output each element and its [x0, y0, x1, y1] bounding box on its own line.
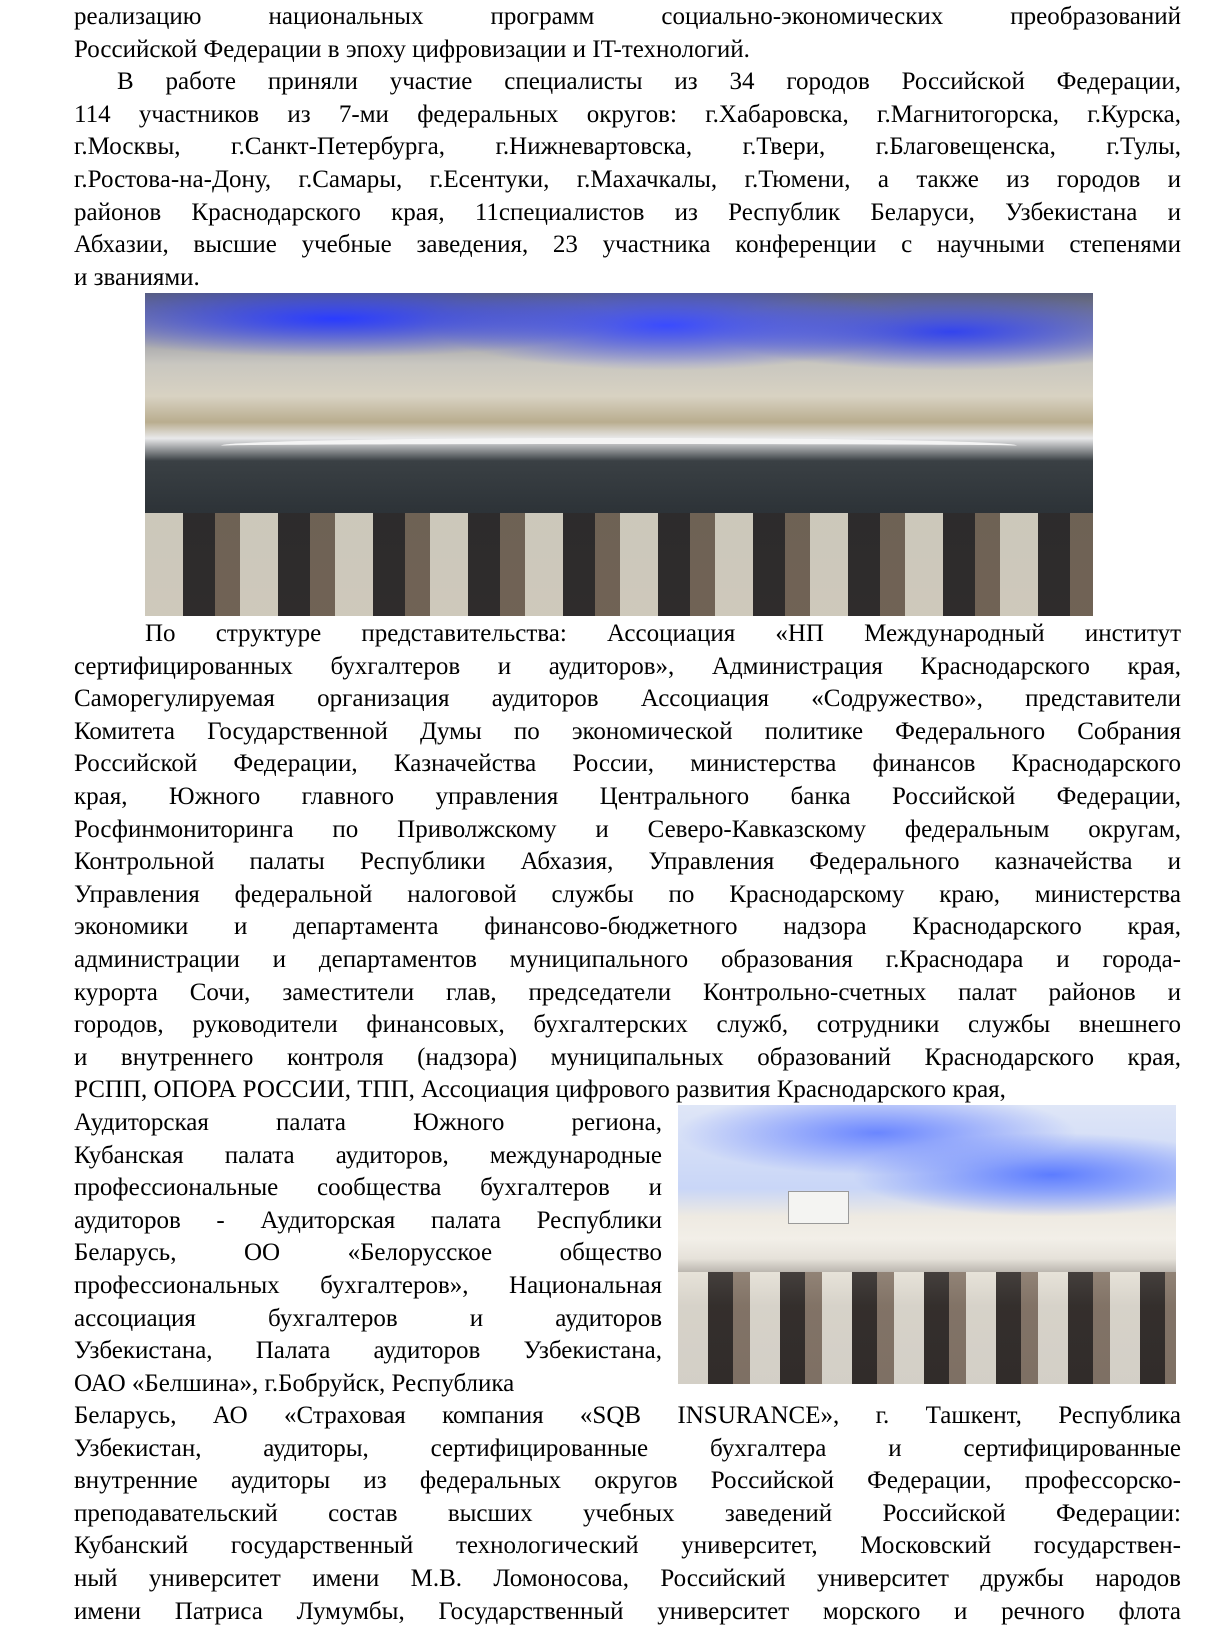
text-line: экономики и департамента финансово-бюджетного надзора Краснодарского края, [74, 913, 1181, 941]
paragraph-participants [74, 1, 1181, 294]
text-line: Российской Федерации, Казначейства России, министерства финансов Краснодарского [74, 750, 1181, 778]
text-line: курорта Сочи, заместители глав, председатели Контрольно-счетных палат районов и [74, 978, 1181, 1006]
conference-hall-panorama-photo [145, 293, 1093, 616]
paragraph-representation-continued [74, 1400, 1181, 1628]
text-line: аудиторов - Аудиторская палата Республики [74, 1206, 662, 1234]
text-line: ОАО «Белшина», г.Бобруйск, Республика [74, 1369, 515, 1397]
paragraph-representation-wrapped [74, 1107, 662, 1400]
text-line: 114 участников из 7-ми федеральных округов: г.Хабаровска, г.Магнитогорска, г.Курска, [74, 100, 1181, 128]
text-line: Кубанский государственный технологический университет, Московский государствен- [74, 1532, 1181, 1560]
text-line: районов Краснодарского края, 11специалистов из Республик Беларуси, Узбекистана и [74, 198, 1181, 226]
text-line: и внутреннего контроля (надзора) муниципальных образований Краснодарского края, [74, 1043, 1181, 1071]
text-line: администрации и департаментов муниципального образования г.Краснодара и города- [74, 945, 1181, 973]
text-line: Контрольной палаты Республики Абхазия, Управления Федерального казначейства и [74, 848, 1181, 876]
text-line: Беларусь, ОО «Белорусское общество [74, 1239, 662, 1267]
projector-screen-shape [788, 1191, 850, 1224]
text-line: края, Южного главного управления Центрального банка Российской Федерации, [74, 782, 1181, 810]
text-line: По структуре представительства: Ассоциация «НП Международный институт [145, 620, 1181, 647]
text-line: Комитета Государственной Думы по экономической политике Федерального Собрания [74, 717, 1181, 745]
text-line: реализацию национальных программ социально-экономических преобразований [74, 3, 1181, 30]
text-line: внутренние аудиторы из федеральных округов Российской Федерации, профессорско- [74, 1467, 1181, 1495]
text-line: имени Патриса Лумумбы, Государственный университет морского и речного флота [74, 1597, 1181, 1625]
chairs-row-shape [145, 513, 1093, 616]
text-line: ный университет имени М.В. Ломоносова, Российский университет дружбы народов [74, 1564, 1181, 1592]
text-line: Кубанская палата аудиторов, международные [74, 1141, 662, 1169]
text-line: Беларусь, АО «Страховая компания «SQB INSURANCE», г. Ташкент, Республика [74, 1402, 1181, 1429]
text-line: Российской Федерации в эпоху цифровизации и IT-технологий. [74, 35, 750, 63]
text-line: сертифицированных бухгалтеров и аудиторов», Администрация Краснодарского края, [74, 652, 1181, 680]
text-line: Абхазии, высшие учебные заведения, 23 участника конференции с научными степенями [74, 231, 1181, 259]
text-line: г.Москвы, г.Санкт-Петербурга, г.Нижневартовска, г.Твери, г.Благовещенска, г.Тулы, [74, 133, 1181, 161]
round-table-shape [221, 438, 1017, 476]
text-line: и званиями. [74, 263, 200, 291]
chairs-row-shape [678, 1272, 1176, 1384]
text-line: РСПП, ОПОРА РОССИИ, ТПП, Ассоциация цифрового развития Краснодарского края, [74, 1076, 1006, 1104]
text-line: профессиональные сообщества бухгалтеров и [74, 1174, 662, 1202]
text-line: Аудиторская палата Южного региона, [74, 1109, 662, 1136]
paragraph-representation [74, 618, 1181, 1107]
text-line: ассоциация бухгалтеров и аудиторов [74, 1304, 662, 1332]
conference-hall-photo [678, 1105, 1176, 1384]
text-line: городов, руководители финансовых, бухгалтерских служб, сотрудники службы внешнего [74, 1011, 1181, 1039]
text-line: Узбекистана, Палата аудиторов Узбекистана, [74, 1337, 662, 1365]
text-line: профессиональных бухгалтеров», Национальная [74, 1271, 662, 1299]
text-line: Саморегулируемая организация аудиторов Ассоциация «Содружество», представители [74, 685, 1181, 713]
text-line: Управления федеральной налоговой службы по Краснодарскому краю, министерства [74, 880, 1181, 908]
text-line: В работе приняли участие специалисты из 34 городов Российской Федерации, [117, 68, 1181, 96]
text-line: Узбекистан, аудиторы, сертифицированные бухгалтера и сертифицированные [74, 1434, 1181, 1462]
text-line: преподавательский состав высших учебных заведений Российской Федерации: [74, 1499, 1181, 1527]
text-line: Росфинмониторинга по Приволжскому и Северо-Кавказскому федеральным округам, [74, 815, 1181, 843]
text-line: г.Ростова-на-Дону, г.Самары, г.Есентуки, г.Махачкалы, г.Тюмени, а также из городов и [74, 165, 1181, 193]
